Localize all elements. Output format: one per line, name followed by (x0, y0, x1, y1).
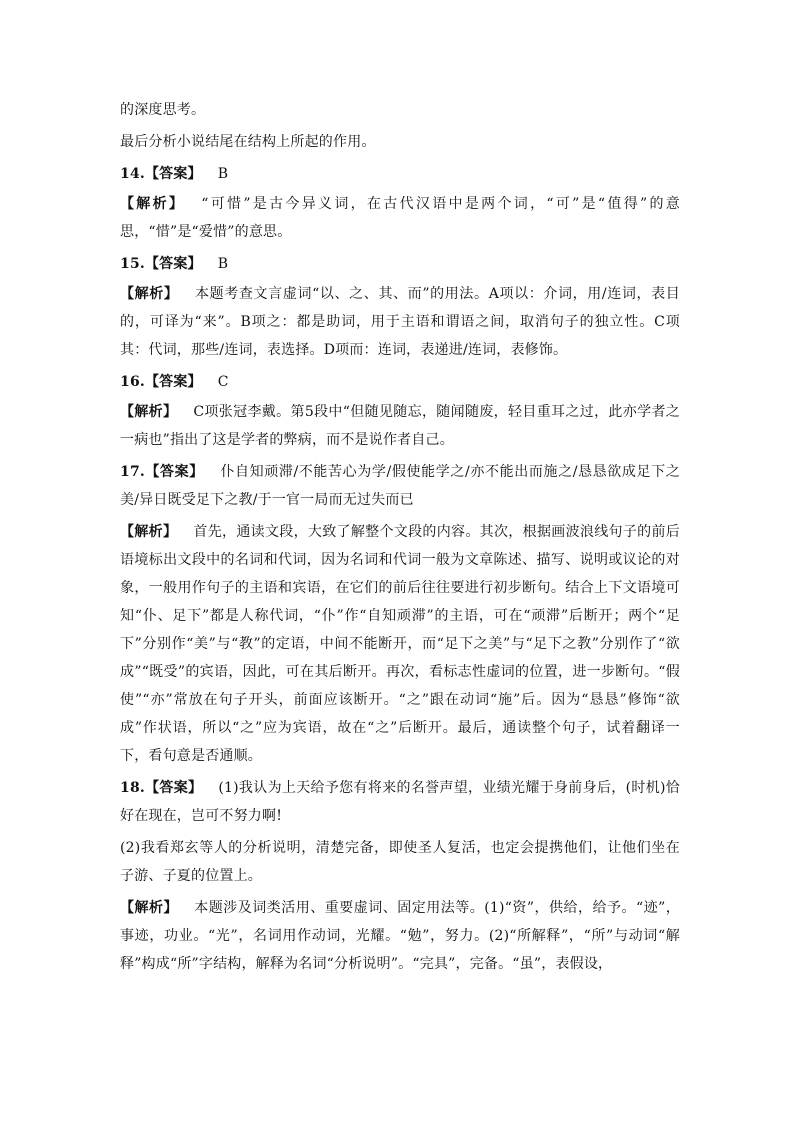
answer-label: 16.【答案】 (120, 374, 202, 390)
analysis-text: “可惜”是古今异义词，在古代汉语中是两个词，“可”是“值得”的意思，“惜”是“爱惜”的意思。 (120, 196, 680, 240)
analysis-text: 本题涉及词类活用、重要虚词、固定用法等。(1)“资”，供给，给予。“迹”，事迹，功业。“光”，名词用作动词，光耀。“勉”，努力。(2)“所解释”，“所”与动词“解释”构成“所”字结构，解释为名词“分析说明”。“完具”，完备。“虽”，表假设， (120, 900, 680, 972)
answer-label: 15.【答案】 (120, 256, 202, 272)
analysis-17 (120, 518, 680, 770)
answer-18-part-2 (120, 834, 680, 890)
analysis-18 (120, 894, 680, 978)
answer-value: B (217, 166, 229, 182)
analysis-label: 【解析】 (120, 900, 178, 916)
answer-value: C (217, 374, 229, 390)
analysis-label: 【解析】 (120, 286, 179, 302)
analysis-text: C项张冠李戴。第5段中“但随见随忘，随闻随废，轻目重耳之过，此亦学者之一病也”指出了这是学者的弊病，而不是说作者自己。 (120, 404, 680, 448)
answer-label: 17.【答案】 (120, 464, 204, 480)
paragraph-13-conclusion (120, 128, 680, 156)
answer-label: 14.【答案】 (120, 166, 202, 182)
analysis-label: 【解析】 (120, 404, 178, 420)
answer-value: (2)我看郑玄等人的分析说明，清楚完备，即使圣人复活，也定会提携他们，让他们坐在子游、子夏的位置上。 (120, 840, 680, 884)
analysis-label: 【解析】 (120, 196, 186, 212)
answer-16 (120, 368, 680, 396)
answer-value: 仆自知顽滞/不能苦心为学/假使能学之/亦不能出而施之/恳恳欲成足下之美/异日既受足下之教/于一官一局而无过失而已 (120, 464, 680, 508)
document-body (120, 96, 680, 982)
paragraph-text: 最后分析小说结尾在结构上所起的作用。 (120, 134, 376, 150)
analysis-15 (120, 280, 680, 364)
paragraph-continuation (120, 96, 680, 124)
answer-15 (120, 250, 680, 278)
answer-value: B (217, 256, 229, 272)
analysis-label: 【解析】 (120, 524, 178, 540)
analysis-14 (120, 190, 680, 246)
answer-17 (120, 458, 680, 514)
answer-label: 18.【答案】 (120, 780, 203, 796)
analysis-text: 本题考查文言虚词“以、之、其、而”的用法。A项以：介词，用/连词，表目的，可译为“来”。B项之：都是助词，用于主语和谓语之间，取消句子的独立性。C项其：代词，那些/连词，表选择。D项而：连词，表递进/连词，表修饰。 (120, 286, 681, 358)
analysis-text: 首先，通读文段，大致了解整个文段的内容。其次，根据画波浪线句子的前后语境标出文段中的名词和代词，因为名词和代词一般为文章陈述、描写、说明或议论的对象，一般用作句子的主语和宾语，在它们的前后往往要进行初步断句。结合上下文语境可知“仆、足下”都是人称代词，“仆”作“自知顽滞”的主语，可在“顽滞”后断开；两个“足下”分别作“美”与“教”的定语，中间不能断开，而“足下之美”与“足下之教”分别作了“欲成”“既受”的宾语，因此，可在其后断开。再次，看标志性虚词的位置，进一步断句。“假使”“亦”常放在句子开头，前面应该断开。“之”跟在动词“施”后。因为“恳恳”修饰“欲成”作状语，所以“之”应为宾语，故在“之”后断开。最后，通读整个句子，试着翻译一下，看句意是否通顺。 (120, 524, 680, 764)
answer-value: (1)我认为上天给予您有将来的名誉声望，业绩光耀于身前身后，(时机)恰好在现在，岂可不努力啊! (120, 780, 680, 824)
answer-14 (120, 160, 680, 188)
analysis-16 (120, 398, 680, 454)
answer-18-part-1 (120, 774, 680, 830)
paragraph-text: 的深度思考。 (120, 102, 206, 118)
